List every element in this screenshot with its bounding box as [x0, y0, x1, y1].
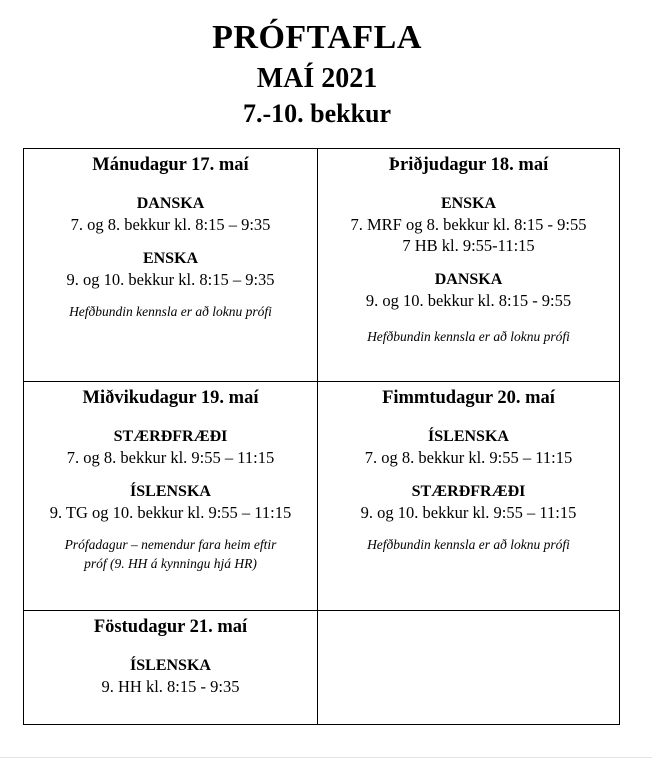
day-note-line: Prófadagur – nemendur fara heim eftir	[64, 537, 277, 552]
day-cell-monday	[24, 149, 318, 382]
exam-time: 7 HB kl. 9:55-11:15	[402, 236, 535, 255]
exam-time: 9. og 10. bekkur kl. 8:15 – 9:35	[66, 270, 275, 289]
exam-time: 9. HH kl. 8:15 - 9:35	[101, 677, 240, 696]
day-note: Hefðbundin kennsla er að loknu prófi	[69, 304, 272, 319]
empty-cell	[318, 611, 620, 725]
page-subtitle-grades: 7.-10. bekkur	[242, 99, 392, 128]
page-title: PRÓFTAFLA	[212, 19, 422, 56]
day-heading: Mánudagur 17. maí	[92, 155, 249, 175]
day-heading: Miðvikudagur 19. maí	[82, 388, 259, 408]
page-divider	[0, 757, 652, 758]
exam-subject: DANSKA	[434, 271, 503, 288]
exam-time: 9. og 10. bekkur kl. 9:55 – 11:15	[360, 503, 577, 522]
day-note	[24, 535, 317, 573]
day-heading: Föstudagur 21. maí	[93, 617, 248, 637]
exam-subject: STÆRÐFRÆÐI	[411, 483, 526, 500]
exam-schedule-table	[23, 148, 620, 725]
day-cell-friday	[24, 611, 318, 725]
exam-time: 7. MRF og 8. bekkur kl. 8:15 - 9:55	[350, 215, 587, 234]
exam-time: 7. og 8. bekkur kl. 8:15 – 9:35	[70, 215, 271, 234]
day-heading: Þriðjudagur 18. maí	[388, 155, 549, 175]
day-note: Hefðbundin kennsla er að loknu prófi	[367, 537, 570, 552]
exam-time: 7. og 8. bekkur kl. 9:55 – 11:15	[364, 448, 573, 467]
exam-subject: STÆRÐFRÆÐI	[113, 428, 228, 445]
exam-subject: ENSKA	[142, 250, 199, 267]
day-cell-thursday	[318, 382, 620, 611]
day-cell-tuesday	[318, 149, 620, 382]
exam-subject: ÍSLENSKA	[428, 428, 509, 445]
day-heading: Fimmtudagur 20. maí	[382, 388, 555, 408]
exam-time: 9. TG og 10. bekkur kl. 9:55 – 11:15	[49, 503, 292, 522]
table-row	[24, 149, 620, 382]
day-note-line: próf (9. HH á kynningu hjá HR)	[84, 556, 257, 571]
page-subtitle-month: MAÍ 2021	[256, 63, 378, 94]
exam-subject: ÍSLENSKA	[130, 483, 211, 500]
day-note: Hefðbundin kennsla er að loknu prófi	[367, 329, 570, 344]
table-row	[24, 382, 620, 611]
exam-time: 9. og 10. bekkur kl. 8:15 - 9:55	[365, 291, 572, 310]
table-row	[24, 611, 620, 725]
exam-subject: ENSKA	[440, 195, 497, 212]
exam-subject: ÍSLENSKA	[130, 657, 211, 674]
exam-subject: DANSKA	[136, 195, 205, 212]
exam-time: 7. og 8. bekkur kl. 9:55 – 11:15	[66, 448, 275, 467]
day-cell-wednesday	[24, 382, 318, 611]
